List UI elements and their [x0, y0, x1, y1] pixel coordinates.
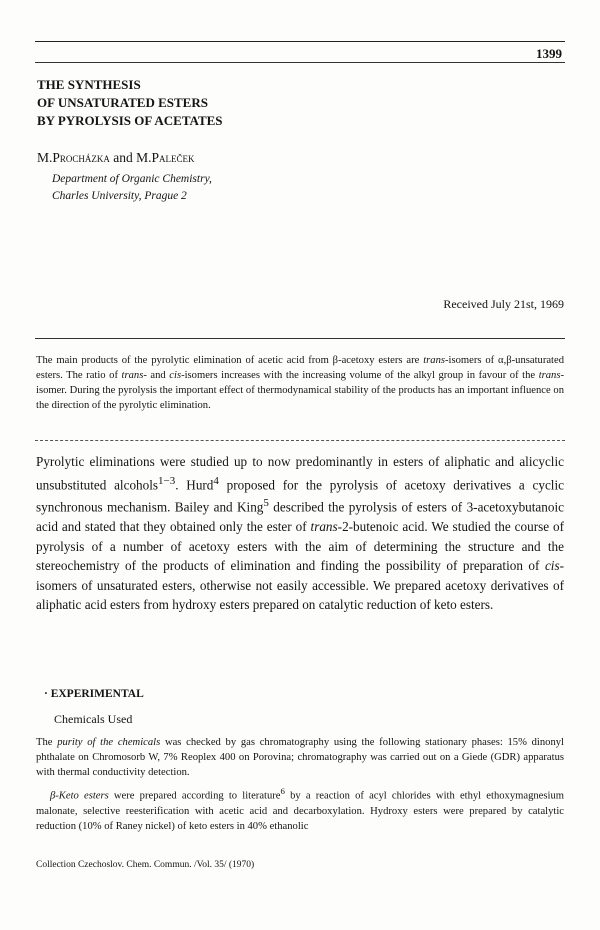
experimental-paragraph-2 [36, 784, 564, 834]
abstract-italic: cis [169, 370, 182, 381]
exp-text: The [36, 737, 58, 748]
top-rule [35, 41, 565, 42]
intro-italic: cis [544, 558, 560, 574]
page-number: 1399 [536, 46, 562, 61]
exp-text: was checked by gas chromatography using the following stationary phases: 15% dinonyl phthalate on Chromosorb W, 7% Reoplex 400 on Porovina; chromatography was carried out on a Giede (GDR) apparatus with thermal conductivity detection. [36, 737, 565, 778]
affiliation [52, 171, 212, 205]
abstract-text: -isomers increases with the increasing volume of the alkyl group in favour of the [181, 370, 539, 381]
experimental-paragraph-1 [36, 735, 564, 780]
author-1: M.Procházka [37, 150, 110, 165]
exp-italic: purity of the chemicals [57, 737, 161, 748]
affiliation-line-1: Department of Organic Chemistry, [52, 173, 212, 185]
intro-text: Pyrolytic eliminations were studied up to now predominantly in esters of aliphatic and alicyclic unsubstituted alcohols [36, 454, 564, 492]
received-date: Received July 21st, 1969 [443, 297, 564, 311]
abstract-italic: trans [423, 355, 445, 366]
title-line-1: THE SYNTHESIS [37, 77, 141, 92]
exp-text: by a reaction of acyl chlorides with ethyl ethoxymagnesium malonate, selective reesterification with acetic acid and decarboxylation. Hydroxy esters were prepared by catalytic reduction (10% of Raney nickel) of keto esters in 40% ethanolic [36, 790, 564, 832]
section-heading-experimental: · EXPERIMENTAL [44, 688, 144, 700]
affiliation-line-2: Charles University, Prague 2 [52, 190, 187, 202]
abstract-italic: trans- [121, 370, 147, 381]
article-title [37, 76, 223, 130]
abstract-text: -isomer. During the pyrolysis the important effect of thermodynamical stability of the products has an important influence on the direction of the pyrolytic elimination. [36, 370, 565, 411]
intro-text: -isomers of unsaturated esters, otherwise not easily accessible. We prepared acetoxy derivatives of aliphatic acid esters from hydroxy esters prepared on catalytic reduction of keto esters. [36, 558, 564, 613]
journal-footer: Collection Czechoslov. Chem. Commun. /Vol. 35/ (1970) [36, 860, 255, 870]
abstract-italic: trans [538, 370, 561, 381]
authors [37, 150, 195, 166]
introduction-paragraph [36, 452, 564, 615]
citation: 5 [263, 497, 269, 510]
header-rule [35, 62, 565, 63]
intro-italic: trans [310, 519, 338, 535]
citation: 4 [213, 474, 219, 487]
abstract-text: and [146, 370, 170, 381]
intro-text: . Hurd [175, 476, 214, 492]
experimental-text [36, 735, 564, 834]
intro-text: proposed for the pyrolysis of acetoxy derivatives a cyclic synchronous mechanism. Bailey and King [36, 476, 564, 515]
abstract-top-rule [35, 338, 565, 339]
intro-text: -2-butenoic acid. We studied the course of pyrolysis of a number of acetoxy esters with the aim of determining the structure and the stereochemistry of the products of elimination and finding the possibility of preparation of [36, 519, 564, 574]
abstract-bottom-rule [35, 440, 565, 441]
exp-italic: β-Keto esters [50, 790, 109, 802]
abstract-text: -isomers of α,β-unsaturated esters. The ratio of [36, 355, 564, 381]
author-conjunction: and [109, 150, 137, 165]
abstract-text: The main products of the pyrolytic elimination of acetic acid from β-acetoxy esters are [36, 355, 424, 366]
citation: 6 [280, 786, 285, 796]
title-line-2: OF UNSATURATED ESTERS [37, 95, 208, 110]
intro-text: described the pyrolysis of esters of 3-acetoxybutanoic acid and stated that they obtained only the ester of [36, 499, 564, 535]
title-line-3: BY PYROLYSIS OF ACETATES [37, 113, 223, 128]
citation: 1−3 [158, 474, 176, 487]
subsection-heading: Chemicals Used [54, 712, 133, 726]
abstract [36, 353, 564, 413]
exp-text: were prepared according to literature [108, 790, 281, 802]
author-2: M.Paleček [136, 150, 195, 165]
